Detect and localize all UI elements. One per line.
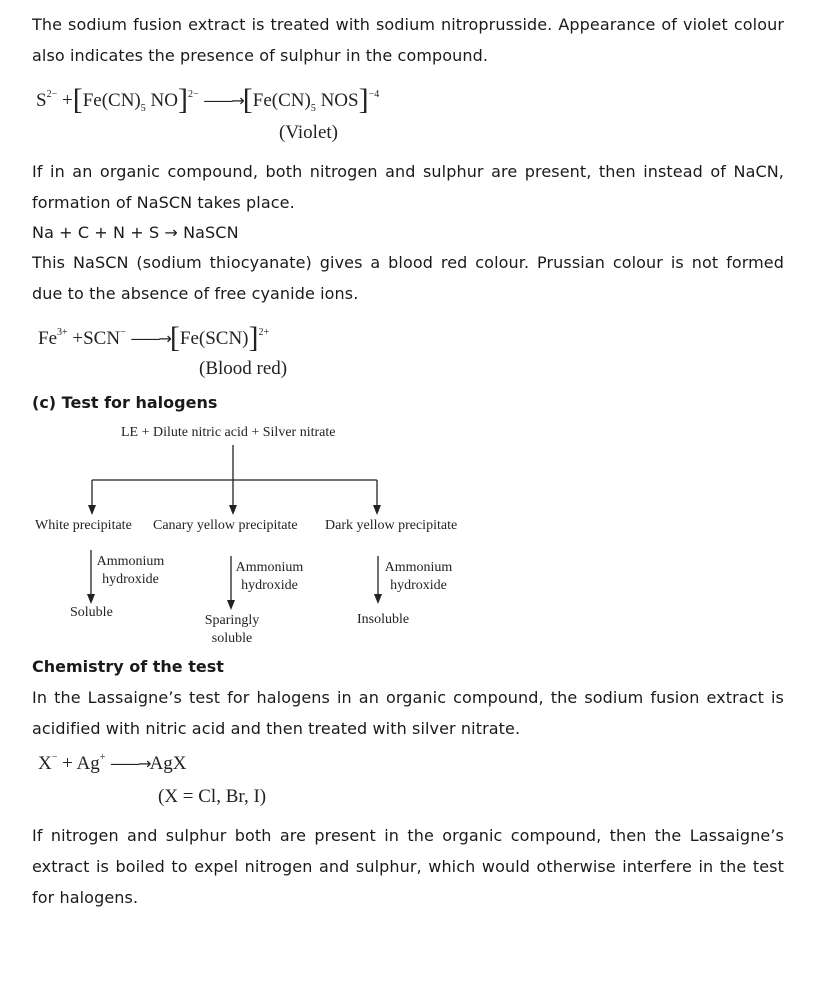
flow-canary-yellow-precipitate: Canary yellow precipitate bbox=[153, 518, 298, 533]
flow-dark-yellow-precipitate: Dark yellow precipitate bbox=[325, 518, 458, 533]
paragraph-both-present: If in an organic compound, both nitrogen and sulphur are present, then instead of NaCN, formation of NaSCN takes place. bbox=[32, 162, 784, 212]
equation-caption: (Blood red) bbox=[199, 358, 288, 379]
flow-sparingly-soluble: Sparingly soluble bbox=[204, 613, 260, 646]
paragraph-nitroprusside: The sodium fusion extract is treated with sodium nitroprusside. Appearance of violet colour also indicates the presence of sulphur in the compound. bbox=[32, 15, 784, 65]
reaction-arrow: ——→ bbox=[110, 754, 150, 773]
flow-insoluble: Insoluble bbox=[357, 612, 410, 627]
flow-reagent-middle: Ammonium hydroxide bbox=[235, 560, 304, 593]
equation-nascn: Na + C + N + S → NaSCN bbox=[32, 223, 239, 242]
reaction-arrow: ——→ bbox=[130, 329, 170, 348]
paragraph-thiocyanate: This NaSCN (sodium thiocyanate) gives a blood red colour. Prussian colour is not formed due to the absence of free cyanide ions. bbox=[32, 253, 784, 303]
paragraph-boiling: If nitrogen and sulphur both are present in the organic compound, then the Lassaigne’s extract is boiled to expel nitrogen and sulphur, which would otherwise interfere in the test for halogens. bbox=[32, 826, 784, 907]
flow-reagent-right: Ammonium hydroxide bbox=[384, 560, 453, 593]
flow-reagent-left: Ammonium hydroxide bbox=[96, 554, 165, 587]
equation-caption: (Violet) bbox=[279, 122, 339, 143]
flow-soluble: Soluble bbox=[70, 605, 113, 620]
heading-test-halogens: (c) Test for halogens bbox=[32, 393, 218, 412]
reaction-arrow: ——→ bbox=[203, 91, 243, 110]
equation-caption: (X = Cl, Br, I) bbox=[158, 786, 267, 807]
sulfide-ion: S bbox=[36, 90, 47, 111]
heading-chemistry-of-test: Chemistry of the test bbox=[32, 657, 224, 676]
flow-white-precipitate: White precipitate bbox=[35, 518, 132, 533]
flow-reagents: LE + Dilute nitric acid + Silver nitrate bbox=[121, 425, 336, 440]
paragraph-lassaigne-halogens: In the Lassaigne’s test for halogens in an organic compound, the sodium fusion extract is acidified with nitric acid and then treated with silver nitrate. bbox=[32, 688, 784, 738]
